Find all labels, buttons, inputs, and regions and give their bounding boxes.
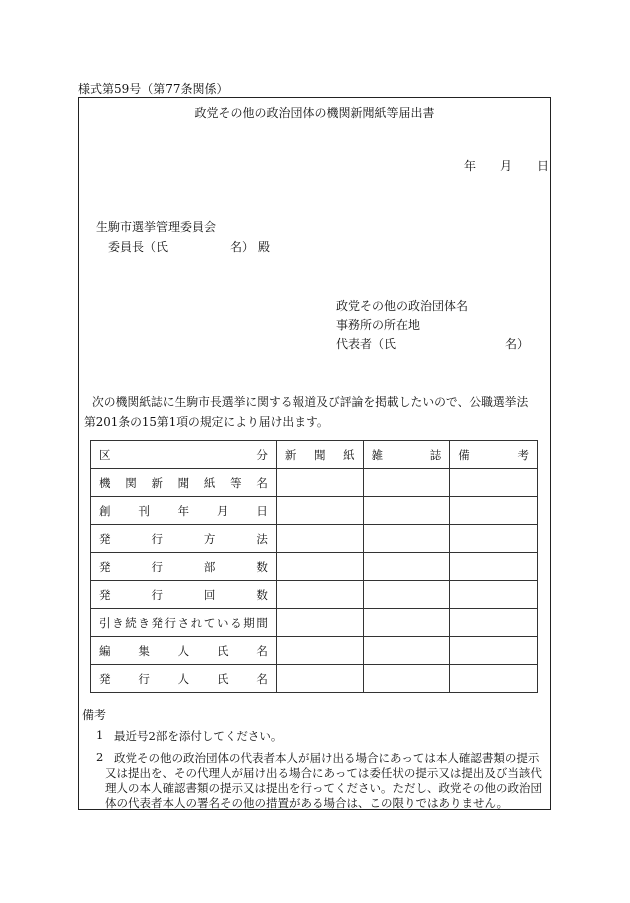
remarks-value-cell[interactable] (450, 553, 538, 581)
row-label-char: 間 (256, 615, 268, 630)
chair-prefix: 委員長（氏 (108, 240, 169, 254)
remark-2-number: 2 (96, 750, 104, 764)
row-label-char: 方 (203, 531, 216, 546)
date-month: 月 (500, 159, 513, 173)
row-label-char: 行 (151, 531, 163, 546)
body-text-line1: 次の機関紙誌に生駒市長選挙に関する報道及び評論を掲載したいので、公職選挙法 (92, 395, 529, 409)
remarks-value-cell[interactable] (450, 525, 538, 553)
row-label-char: 行 (151, 587, 163, 602)
newspaper-value-cell[interactable] (276, 469, 363, 497)
form-number: 様式第59号（第77条関係） (78, 82, 229, 96)
newspaper-value-cell[interactable] (276, 581, 363, 609)
magazine-value-cell[interactable] (363, 637, 450, 665)
row-label-char: 刊 (138, 503, 150, 518)
row-label-char: 発 (99, 531, 111, 546)
newspaper-value-cell[interactable] (276, 525, 363, 553)
row-label-char: 回 (203, 587, 216, 602)
representative-suffix: 名） (505, 337, 530, 351)
remarks-value-cell[interactable] (450, 637, 538, 665)
row-label-char: 法 (256, 531, 268, 546)
row-label-char: 発 (99, 559, 111, 574)
newspaper-value-cell[interactable] (276, 497, 363, 525)
row-label-char: 新 (151, 475, 163, 490)
newspaper-value-cell[interactable] (276, 609, 363, 637)
remark-2-line: 又は提出を、その代理人が届け出る場合にあっては委任状の提示又は提出及び当該代 (105, 766, 542, 780)
body-text-line2: 第201条の15第1項の規定により届け出ます。 (84, 415, 329, 429)
date-year: 年 (464, 159, 477, 173)
table-header-row (91, 441, 538, 469)
row-label-char: 人 (177, 671, 190, 686)
row-label-char: 名 (256, 671, 268, 686)
row-label-char: 引 (99, 615, 111, 630)
row-label-char: 行 (164, 615, 177, 630)
row-label-char: い (216, 615, 229, 630)
magazine-value-cell[interactable] (363, 581, 450, 609)
magazine-value-cell[interactable] (363, 497, 450, 525)
remarks-value-cell[interactable] (450, 581, 538, 609)
header-remarks-char: 考 (517, 447, 529, 462)
header-magazine (363, 441, 450, 469)
table-row (91, 553, 538, 581)
row-label-cell (91, 581, 277, 609)
remarks-value-cell[interactable] (450, 497, 538, 525)
table-row (91, 581, 538, 609)
row-label-char: 人 (177, 643, 190, 658)
remarks-value-cell[interactable] (450, 665, 538, 693)
honorific: 殿 (258, 240, 271, 254)
row-label-char: 年 (177, 503, 190, 518)
magazine-value-cell[interactable] (363, 525, 450, 553)
header-newspaper-char: 新 (284, 447, 297, 462)
row-label-char: 等 (230, 475, 242, 490)
remarks-value-cell[interactable] (450, 609, 538, 637)
row-label-cell (91, 497, 277, 525)
row-label-char: 発 (99, 587, 111, 602)
newspaper-value-cell[interactable] (276, 553, 363, 581)
header-newspaper-char: 聞 (313, 447, 326, 462)
header-remarks-char: 備 (458, 447, 470, 462)
row-label-char: 行 (151, 559, 163, 574)
table-row (91, 497, 538, 525)
row-label-cell (91, 553, 277, 581)
row-label-char: 名 (256, 475, 268, 490)
table-body (91, 469, 538, 693)
row-label-char: れ (190, 615, 203, 630)
row-label-char: 部 (203, 559, 216, 574)
row-label-char: 創 (99, 503, 111, 518)
header-category-left: 区 (99, 447, 111, 462)
representative-prefix: 代表者（氏 (336, 337, 397, 351)
row-label-char: 集 (138, 643, 150, 658)
table-row (91, 525, 538, 553)
office-address-label: 事務所の所在地 (336, 318, 421, 332)
newspaper-value-cell[interactable] (276, 637, 363, 665)
newspaper-value-cell[interactable] (276, 665, 363, 693)
row-label-char: 聞 (177, 475, 190, 490)
row-label-char: 数 (256, 559, 268, 574)
header-magazine-char: 雑 (371, 447, 384, 462)
chair-suffix: 名） (230, 240, 255, 254)
header-category-right: 分 (256, 447, 268, 462)
row-label-char: 氏 (216, 643, 229, 658)
header-newspaper (276, 441, 363, 469)
registration-table (90, 440, 538, 693)
row-label-char: 名 (256, 643, 268, 658)
party-name-label: 政党その他の政治団体名 (336, 299, 469, 313)
magazine-value-cell[interactable] (363, 469, 450, 497)
row-label-char: 続 (125, 615, 137, 630)
row-label-char: 機 (99, 475, 111, 490)
row-label-char: 行 (138, 671, 150, 686)
row-label-char: 紙 (203, 475, 216, 490)
remark-1-number: 1 (96, 728, 104, 742)
date-day: 日 (537, 159, 550, 173)
remark-1-text: 最近号2部を添付してください。 (114, 729, 283, 743)
row-label-char: る (230, 615, 242, 630)
table-row (91, 469, 538, 497)
row-label-cell (91, 609, 277, 637)
row-label-char: 数 (256, 587, 268, 602)
row-label-cell (91, 469, 277, 497)
row-label-char: 発 (151, 615, 163, 630)
row-label-cell (91, 525, 277, 553)
header-remarks (450, 441, 538, 469)
magazine-value-cell[interactable] (363, 553, 450, 581)
row-label-char: 月 (216, 503, 229, 518)
row-label-char: て (203, 615, 216, 630)
row-label-char: さ (177, 615, 190, 630)
row-label-cell (91, 665, 277, 693)
form-title: 政党その他の政治団体の機関新聞紙等届出書 (194, 106, 435, 120)
remark-2-line: 政党その他の政治団体の代表者本人が届け出る場合にあっては本人確認書類の提示 (114, 751, 540, 765)
header-category (91, 441, 277, 469)
remark-2-line: 体の代表者本人の署名その他の措置がある場合は、この限りではありません。 (105, 796, 509, 810)
row-label-char: き (138, 615, 150, 630)
remark-2-line: 理人の本人確認書類の提示又は提出を行ってください。ただし、政党その他の政治団 (105, 781, 542, 795)
remarks-heading: 備考 (82, 708, 107, 722)
remarks-value-cell[interactable] (450, 469, 538, 497)
row-label-char: 発 (99, 671, 111, 686)
table-row (91, 609, 538, 637)
table-row (91, 665, 538, 693)
table-row (91, 637, 538, 665)
header-magazine-char: 誌 (429, 447, 442, 462)
row-label-char: 編 (99, 643, 111, 658)
header-newspaper-char: 紙 (343, 447, 355, 462)
row-label-char: 期 (243, 615, 255, 630)
row-label-char: 関 (125, 475, 137, 490)
addressee-org: 生駒市選挙管理委員会 (96, 220, 217, 234)
row-label-char: 日 (256, 503, 268, 518)
row-label-cell (91, 637, 277, 665)
magazine-value-cell[interactable] (363, 609, 450, 637)
row-label-char: 氏 (216, 671, 229, 686)
magazine-value-cell[interactable] (363, 665, 450, 693)
row-label-char: き (112, 615, 124, 630)
